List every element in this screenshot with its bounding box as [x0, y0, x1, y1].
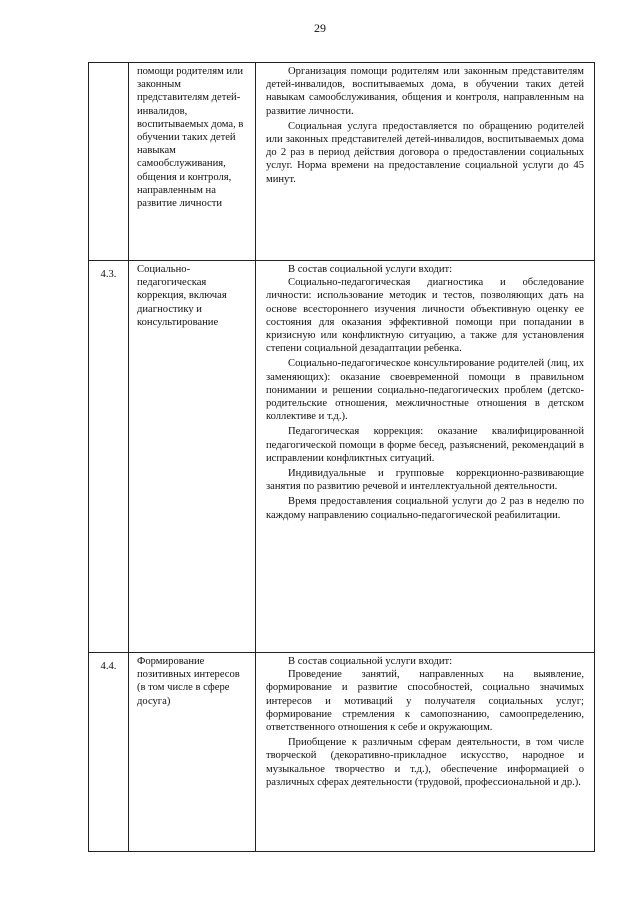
service-name: Социально-педагогическая коррекция, включая диагностику и консультирование	[137, 264, 227, 328]
service-name: помощи родителям или законным представителям детей-инвалидов, воспитываемых дома, в обучении таких детей навыкам самообслуживания, общения и контроля, направленным на развитие личности	[137, 66, 244, 210]
description-paragraph: Индивидуальные и групповые коррекционно-развивающие занятия по развитию речевой и интеллектуальной деятельности.	[266, 468, 584, 493]
service-name-cell	[129, 653, 256, 852]
service-description-cell	[256, 261, 595, 653]
description-paragraph: Педагогическая коррекция: оказание квалифицированной педагогической помощи в форме бесед, разъяснений, рекомендаций в исправлении конфликтных ситуаций.	[266, 426, 584, 464]
description-paragraph: Социально-педагогическое консультирование родителей (лиц, их заменяющих): оказание своевременной помощи в правильном понимании и решении социально-педагогических проблем (детско-родительские отношения, межличностные отношения в детском коллективе и т.д.).	[266, 358, 584, 423]
service-description-cell	[256, 653, 595, 852]
row-number: 4.4.	[89, 653, 129, 852]
table-row	[89, 261, 595, 653]
description-paragraph: Социально-педагогическая диагностика и обследование личности: использование методик и тестов, позволяющих дать на основе всестороннего изучения личности объективную оценку ее состояния для оказания эффективной помощи при попадании в кризисную или конфликтную ситуацию, а также для установления степени социальной дезадаптации ребенка.	[266, 277, 584, 355]
services-table	[88, 62, 595, 852]
description-paragraph: Организация помощи родителям или законным представителям детей-инвалидов, воспитываемых дома, в обучении таких детей навыкам самообслуживания, общения и контроля, направленным на развитие личности.	[266, 66, 584, 117]
table-row	[89, 653, 595, 852]
service-name-cell	[129, 261, 256, 653]
page-number: 29	[314, 21, 326, 35]
service-description-cell	[256, 63, 595, 261]
service-name-cell	[129, 63, 256, 261]
service-name: Формирование позитивных интересов (в том числе в сфере досуга)	[137, 656, 240, 707]
row-number: 4.3.	[89, 261, 129, 653]
table-row	[89, 63, 595, 261]
description-paragraph: Социальная услуга предоставляется по обращению родителей или законных представителей детей-инвалидов, воспитываемых дома до 2 раз в период действия договора о предоставлении социальных услуг. Норма времени на предоставление социальной услуги до 45 минут.	[266, 120, 584, 185]
description-paragraph: В состав социальной услуги входит:	[288, 264, 453, 275]
row-number	[89, 63, 129, 261]
description-paragraph: Время предоставления социальной услуги до 2 раз в неделю по каждому направлению социально-педагогической реабилитации.	[266, 496, 584, 521]
description-paragraph: В состав социальной услуги входит:	[288, 656, 453, 667]
description-paragraph: Приобщение к различным сферам деятельности, в том числе творческой (декоративно-прикладное искусство, народное и музыкальное творчество и т.д.), обеспечение информацией о различных сферах деятельности (трудовой, профессиональной и др.).	[266, 737, 584, 788]
description-paragraph: Проведение занятий, направленных на выявление, формирование и развитие способностей, социально значимых интересов и мотиваций у получателя социальных услуг; формирование стремления к самопознанию, самоопределению, ответственного отношения к себе и окружающим.	[266, 669, 584, 734]
